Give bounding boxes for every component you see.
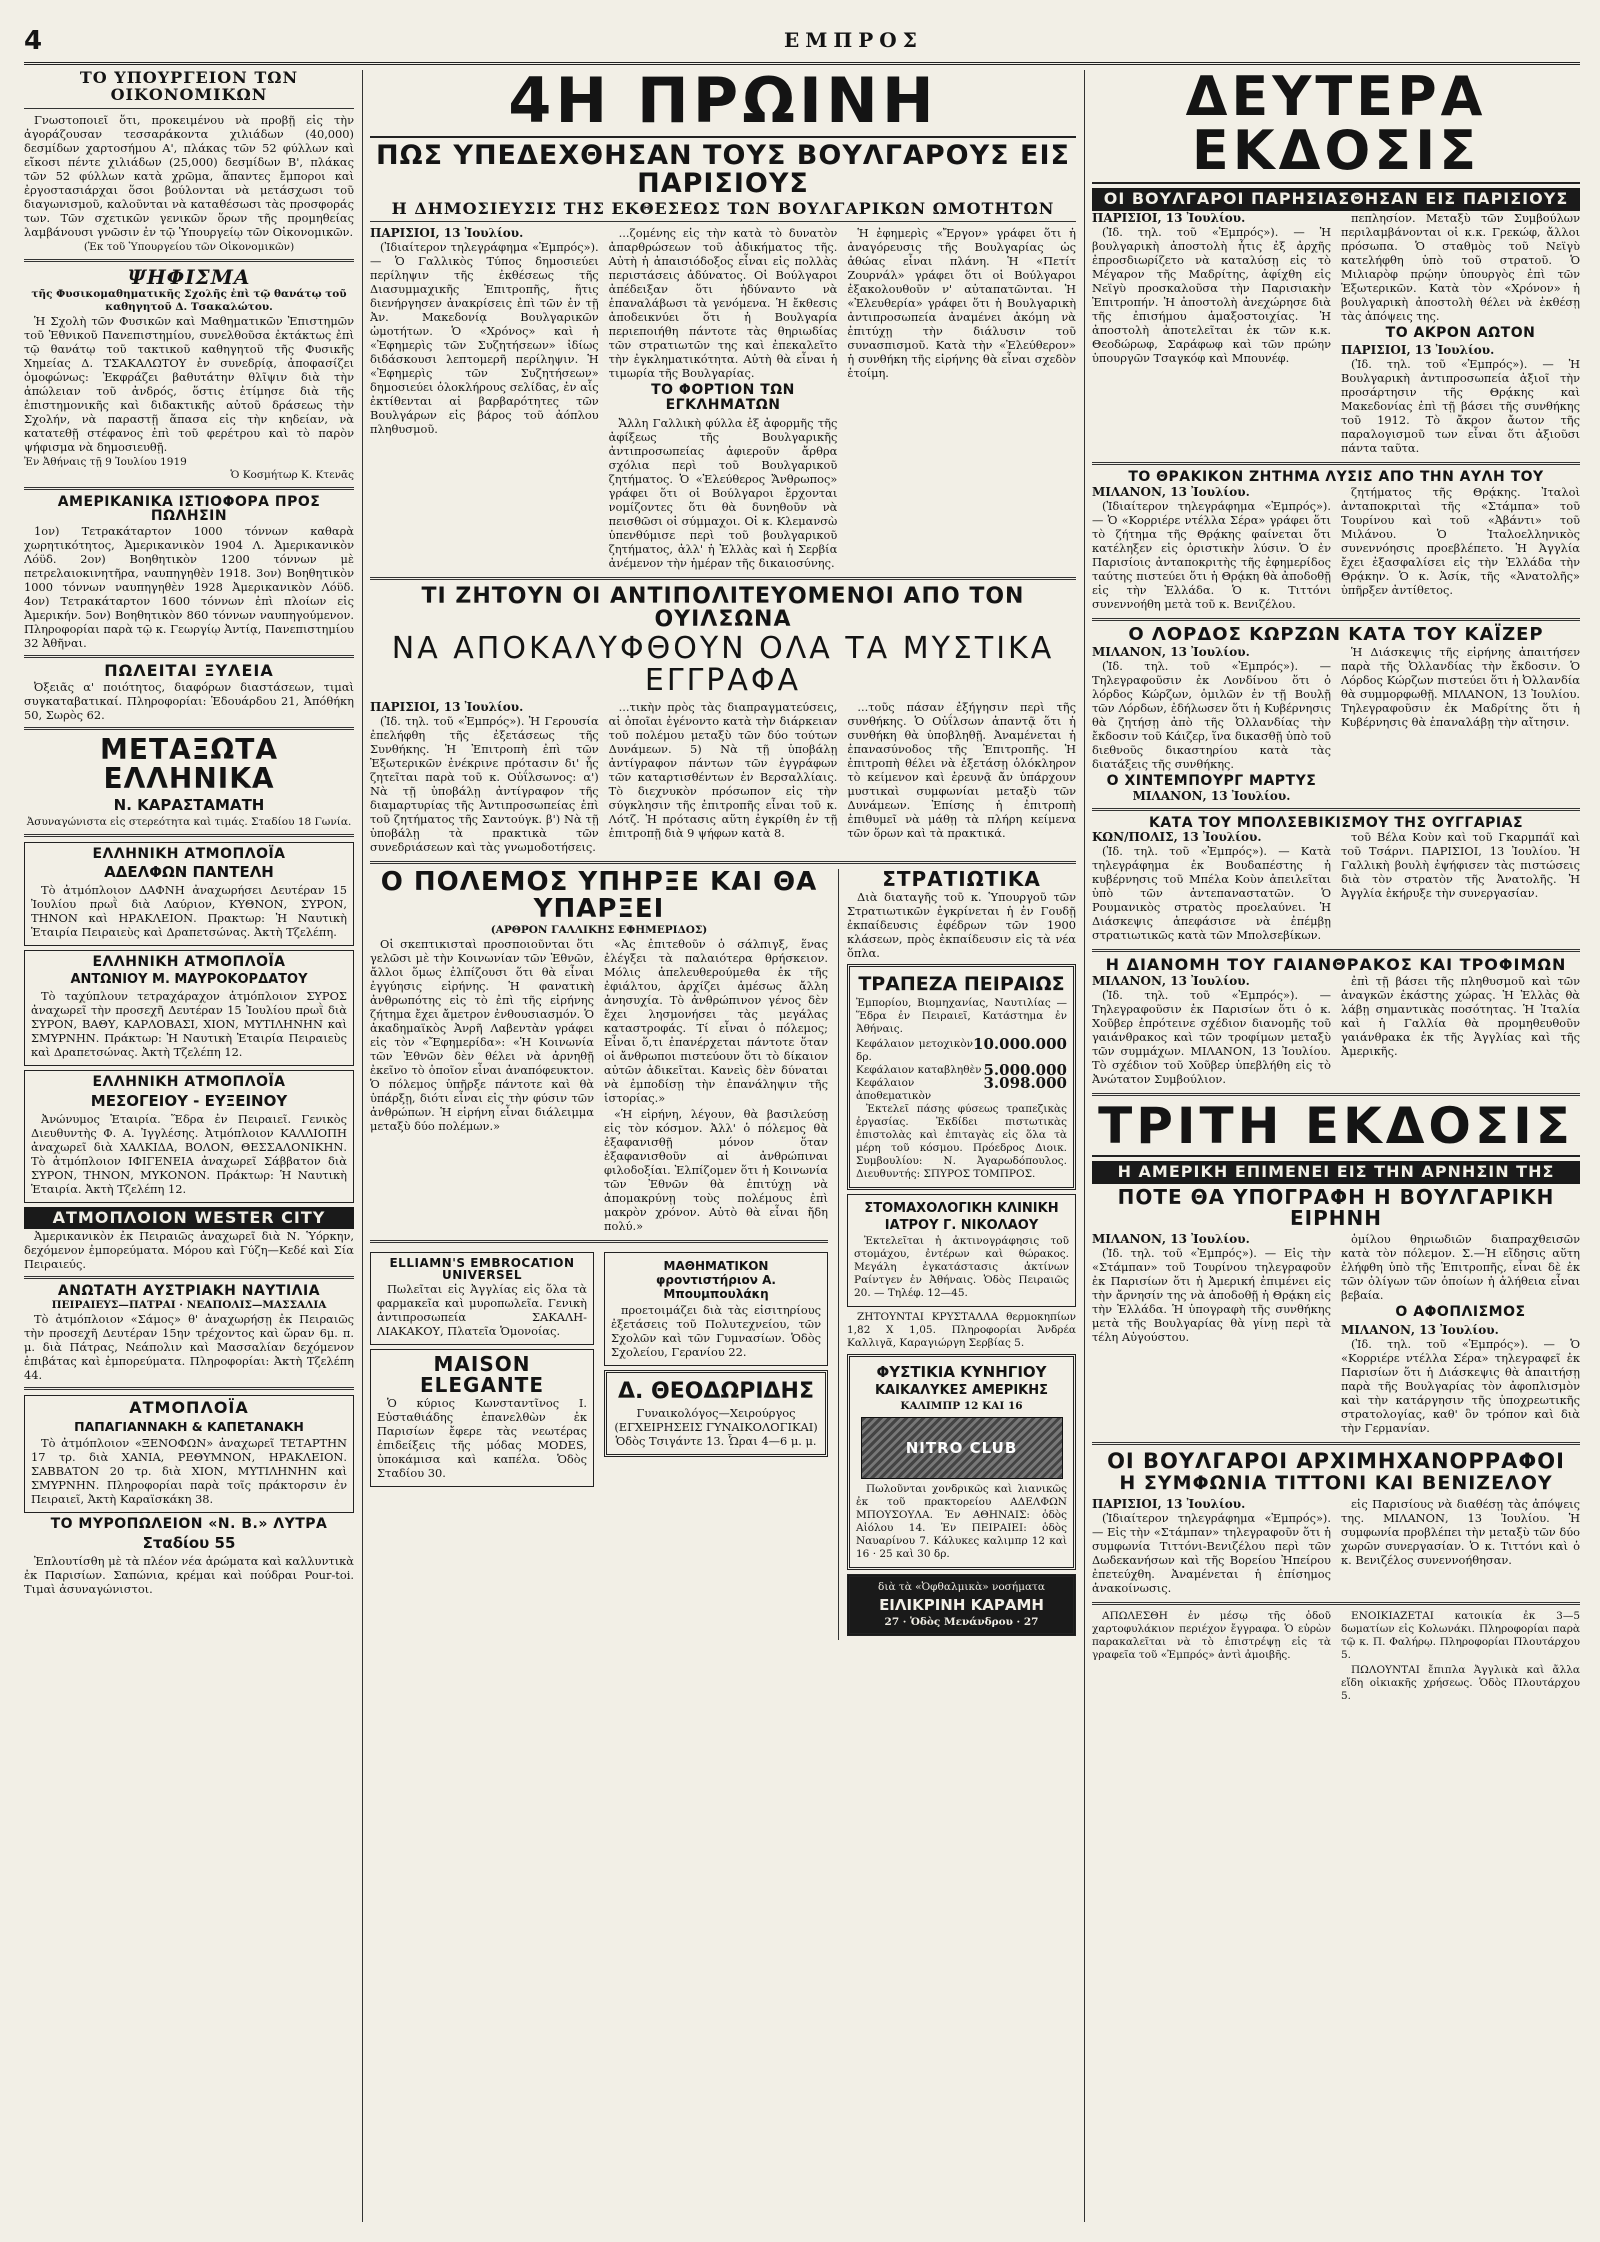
heading-ship1b: ΑΔΕΛΦΩΝ ΠΑΝΤΕΛΗ [104,863,274,882]
text-akron: (Ἰδ. τηλ. τοῦ «Ἐμπρός»). — Ἡ Βουλγαρικὴ ἀντιπροσωπεία ἀξιοῖ τὴν προσάρτησιν τῆς Θρᾴκης καὶ Μακεδονίας ἐπὶ τῇ βάσει τῆς συνθήκης τοῦ 1912. Τὸ ἄκρον ἄωτον τῆς παραλογισμοῦ των εἶναι ὅτι ἀξιοῦσι πάντα ταῦτα. [1341,357,1580,456]
text-bank2: Ἐκτελεῖ πάσης φύσεως τραπεζικὰς ἐργασίας. Ἐκδίδει πιστωτικὰς ἐπιστολὰς καὶ ἐπιταγὰς εἰς ὅλα τὰ μέρη τοῦ κόσμου. Πρόεδρος Διοικ. Συμβουλίου: Ν. Ἀγαρωδόπουλος. Διευθυντής: ΣΠΥΡΟΣ ΤΟΜΠΡΟΣ. [856,1103,1067,1181]
ad-elliman [370,1252,594,1345]
text-eye-addr: 27 · Ὁδὸς Μενάνδρου · 27 [884,1616,1039,1629]
newspaper-page [24,22,1580,2222]
text-myrrh: Ἐπλουτίσθη μὲ τὰ πλέον νέα ἀρώματα καὶ καλλυντικὰ ἐκ Παρισίων. Σαπώνια, κρέμαι καὶ πούδραι Pour-toi. Τιμαὶ ἀσυναγώνιστοι. [24,1553,354,1596]
label-nitro: NITRO CLUB [905,1439,1018,1458]
text-clinic: Ἐκτελεῖται ἡ ἀκτινογράφησις τοῦ στομάχου, ἐντέρων καὶ θώρακος. Μεγάλη ἐγκατάστασις ἀκτίνων Ραίντγεν ἐν Ἀθήναις. Ὁδὸς Πειραιῶς 20. — Τηλέφ. 12—45. [854,1235,1069,1300]
text-crystals: ΖΗΤΟΥΝΤΑΙ ΚΡΥΣΤΑΛΛΑ θερμοκηπίων 1,82 Χ 1,05. Πληροφορίαι Ἀνδρέα Καλλιγᾶ, Καραγιώργη Σερβίας 5. [847,1311,1076,1350]
text-wood: Ὀξειᾶς α' ποιότητος, διαφόρων διαστάσεων, τιμαὶ συγκαταβατικαί. Πληροφορίαι: Ἐδουάρδου 21, Ἀπόθήκη 50, Σωρὸς 62. [24,679,354,722]
story-war [370,869,828,1640]
heading-western: ΑΤΜΟΠΛΟΙΟΝ WESTER CITY [24,1207,354,1230]
heading-hindenburg: Ο ΧΙΝΤΕΜΠΟΥΡΓ ΜΑΡΤΥΣ [1106,773,1317,790]
story-wilson [370,700,1076,856]
column-rule [1084,70,1085,2222]
heading-silk: ΜΕΤΑΞΩΤΑ ΕΛΛΗΝΙΚΑ [99,732,279,796]
heading-ask2: ΝΑ ΑΠΟΚΑΛΥΦΘΟΥΝ ΟΛΑ ΤΑ ΜΥΣΤΙΚΑ ΕΓΓΡΑΦΑ [391,631,1055,698]
dateline-hungary: ΚΩΝ/ΠΟΛΙΣ, 13 Ἰουλίου. [1092,830,1262,845]
text-afop: (Ἰδ. τηλ. τοῦ «Ἐμπρός»). — Ὁ «Κορριέρε ντέλλα Σέρα» τηλεγραφεῖ ἐκ Παρισίων ὅτι ἡ Διάσκεψις θὰ ἀπαιτήσῃ παρὰ τῆς Βουλγαρίας τὸν ἀφοπλισμὸν καὶ τὴν κατάργησιν τῆς ὑποχρεωτικῆς στρατολογίας, καθ' ὃν τρόπον καὶ διὰ τὴν Γερμανίαν. [1341,1336,1580,1435]
heading-wheat: Η ΔΙΑΝΟΜΗ ΤΟΥ ΓΑΙΑΝΘΡΑΚΟΣ ΚΑΙ ΤΡΟΦΙΜΩΝ [1105,955,1567,975]
text-hungary2: τοῦ Βέλα Κοὺν καὶ τοῦ Γκαρμπάϊ καὶ τοῦ Τσάρνι. ΠΑΡΙΣΙΟΙ, 13 Ἰουλίου. Ἡ Γαλλικὴ βουλὴ ἐψήφισεν τὰς πιστώσεις διὰ τὸν στρατὸν τῆς Ἀνατολῆς. Ἡ Ἀγγλία ἐκήρυξε τὴν συνεργασίαν. [1341,830,1580,901]
text-war3: «Ἡ εἰρήνη, λέγουν, θὰ βασιλεύσῃ εἰς τὸν κόσμον. Ἀλλ' ὁ πόλεμος θὰ ἐξαφανισθῇ μόνον ὅταν ἐξαφανισθοῦν αἱ ἀνθρώπιναι φιλοδοξίαι. Ἐλπίζομεν ὅτι ἡ Κοινωνία τῶν Ἐθνῶν θὰ ἐπιτύχῃ νὰ ἀπομακρύνῃ τοὺς πολέμους ἐπὶ μακρὸν χρόνον. Αὐτὸ θὰ εἶναι ἤδη πολύ.» [604,1106,828,1233]
heading-ship2b: ΑΝΤΩΝΙΟΥ Μ. ΜΑΥΡΟΚΟΡΔΑΤΟΥ [70,971,308,987]
text-ship2: Τὸ ταχύπλουν τετραχάραχον ἀτμόπλοιον ΣΥΡΟΣ ἀναχωρεῖ τὴν προσεχῆ Δευτέραν 15 Ἰουλίου πρωῒ διὰ ΣΥΡΟΝ, ΒΑΘΥ, ΚΑΡΛΟΒΑΣΙ, ΧΙΟΝ, ΜΥΤΙΛΗΝΗΝ καὶ ΣΜΥΡΝΗΝ. Πράκτωρ: Ἡ Ναυτικὴ Ἑταιρία Πειραιεὺς καὶ Δραπετσώνας. Ἀκτὴ Τζελέπη 12. [31,988,347,1059]
bank-reserve: 3.098.000 [983,1074,1067,1093]
bank-capital-label: Κεφάλαιον μετοχικὸν δρ. [856,1038,974,1064]
bank-capital: 10.000.000 [973,1035,1067,1054]
dateline-bulg: ΠΑΡΙΣΙΟΙ, 13 Ἰουλίου. [1092,210,1246,225]
heading-america2: ΠΟΤΕ ΘΑ ΥΠΟΓΡΑΦΗ Η ΒΟΥΛΓΑΡΙΚΗ ΕΙΡΗΝΗ [1117,1185,1555,1231]
heading-cargo: ΤΟ ΦΟΡΤΙΟΝ ΤΩΝ ΕΓΚΛΗΜΑΤΩΝ [651,382,795,414]
ad-bank [847,964,1076,1190]
text-math: προετοιμάζει διὰ τὰς εἰσιτηρίους ἐξετάσεις τοῦ Πολυτεχνείου, τῶν Σχολῶν καὶ τῶν Γυμνασίων. Ὁδὸς Σχολείου, Γερανίου 22. [611,1302,821,1359]
banner-morning-edition: 4Η ΠΡΩΙΝΗ [370,70,1076,138]
column-left [24,70,354,2222]
dateline-tittoni: ΠΑΡΙΣΙΟΙ, 13 Ἰουλίου. [1092,1496,1246,1511]
heading-math: ΜΑΘΗΜΑΤΙΚΟΝ φροντιστήριον Α. Μπουμπουλάκη [656,1258,776,1301]
dateline-curzon: ΜΙΛΑΝΟΝ, 13 Ἰουλίου. [1092,645,1250,660]
text-curzon2: Ἡ Διάσκεψις τῆς εἰρήνης ἀπαιτήσεν παρὰ τῆς Ὀλλανδίας τὴν ἔκδοσιν. Ὁ Λόρδος Κώρζων πιστεύει ὅτι ἡ Ὀλλανδία θὰ συμμορφωθῇ. ΜΙΛΑΝΟΝ, 13 Ἰουλίου. Τηλεγραφοῦσιν ἐκ Μαδρίτης ὅτι ἡ Κυβέρνησις θὰ ἐπαναλάβῃ τὴν αἴτησιν. [1341,645,1580,730]
text-psifisma-sig: Ὁ Κοσμήτωρ Κ. Κτενᾶς [230,468,354,481]
text-seeds-cal: ΚΑΛΙΜΠΡ 12 ΚΑΙ 16 [900,1400,1023,1413]
text-tittoni: (Ἰδιαίτερον τηλεγράφημα «Ἐμπρός»). — Εἰς τὴν «Στάμπαν» τηλεγραφοῦν ὅτι ἡ συμφωνία Τιττόνι-Βενιζέλου περὶ τῶν Δωδεκανήσων καὶ τῆς Βορείου Ἠπείρου ἐπετεύχθη. Ἀναμένεται ἡ ἐπίσημος ἀνακοίνωσις. [1092,1510,1331,1595]
column-center [370,70,1076,2222]
text-bulg: (Ἰδ. τηλ. τοῦ «Ἐμπρός»). — Ἡ βουλγαρικὴ ἀποστολὴ ἦτις ἐξ ἀρχῆς ἐπροσδιωρίζετο νὰ καταλύσῃ εἰς τὸ Μέγαρον τῆς Μαδρίτης, ἀφίχθη εἰς Νεϊγὺ προσκαλοῦσα τὴν Παρισιακὴν Ἐπιτροπήν. Ἡ ἀποστολὴ ἀνεχώρησε διὰ τῆς ἐπισήμου ἀμαξοστοιχίας. Ἡ ἀποστολὴ ἀποτελεῖται ἐκ τῶν κ.κ. Θεοδώρωφ, Σαράφωφ καὶ τῶν πρώην ὑπουργῶν Τσαγκόφ καὶ Μπουνέφ. [1092,224,1331,365]
ad-math [604,1252,828,1366]
text-psifisma-date: Ἐν Ἀθήναις τῇ 9 Ἰουλίου 1919 [24,455,187,468]
text-doctor: Γυναικολόγος—Χειρούργος (ΕΓΧΕΙΡΗΣΕΙΣ ΓΥΝΑΙΚΟΛΟΓΙΚΑΙ) Ὁδὸς Τσιγάντε 13. Ὧραι 4—6 μ. μ. [614,1405,818,1448]
text-western: Ἀμερικανικὸν ἐκ Πειραιῶς ἀναχωρεῖ διὰ Ν. Ὑόρκην, δεχόμενον ἐμπορεύματα. Μόρου καὶ Γύζη—Κεδέ καὶ Σία Πειραιεύς. [24,1229,354,1272]
text-austro-route: ΠΕΙΡΑΙΕΥΣ—ΠΑΤΡΑΙ · ΝΕΑΠΟΛΙΣ—ΜΑΣΣΑΛΙΑ [51,1299,327,1312]
text-america2: ὁμίλου θηριωδιῶν διαπραχθεισῶν κατὰ τὸν πόλεμον. Σ.—Ἡ εἴδησις αὕτη ἐλήφθη ὑπὸ τῆς Ἐπιτροπῆς, εἶναι δὲ ἐκ τῶν ὀλίγων τῶν ὁποίων ἡ ἀλήθεια εἶναι βεβαία. [1341,1232,1580,1303]
heading-main-sub: Η ΔΗΜΟΣΙΕΥΣΙΣ ΤΗΣ ΕΚΘΕΣΕΩΣ ΤΩΝ ΒΟΥΛΓΑΡΙΚΩΝ ΩΜΟΤΗΤΩΝ [391,198,1055,218]
banner-second-edition: ΔΕΥΤΕΡΑ ΕΚΔΟΣΙΣ [1092,70,1580,184]
ad-ship-mavrokordatos [24,950,354,1066]
banner-third-edition: ΤΡΙΤΗ ΕΚΔΟΣΙΣ [1092,1101,1580,1157]
column-rule [362,70,363,2222]
heading-clinic: ΣΤΟΜΑΧΟΛΟΓΙΚΗ ΚΛΙΝΙΚΗ [864,1201,1059,1217]
text-wheat: (Ἰδ. τηλ. τοῦ «Ἐμπρός»). — Τηλεγραφοῦσιν ἐκ Παρισίων ὅτι ὁ κ. Χοῦβερ ἐπρότεινε σχέδιον διανομῆς τοῦ γαιάνθρακος καὶ τῶν τροφίμων μεταξὺ τῶν συμμάχων. ΜΙΛΑΝΟΝ, 13 Ἰουλίου. Τὸ σχέδιον τοῦ Χοῦβερ ὑπεβλήθη εἰς τὸ Ἀνώτατον Συμβούλιον. [1092,988,1331,1087]
dateline-hindenburg: ΜΙΛΑΝΟΝ, 13 Ἰουλίου. [1132,788,1291,803]
text-eye-title: διὰ τὰ «Ὀφθαλμικὰ» νοσήματα [878,1581,1045,1594]
dateline-wheat: ΜΙΛΑΝΟΝ, 13 Ἰουλίου. [1092,974,1250,989]
dateline-america: ΜΙΛΑΝΟΝ, 13 Ἰουλίου. [1092,1232,1250,1247]
text-lost: ΑΠΩΛΕΣΘΗ ἐν μέσῳ τῆς ὁδοῦ χαρτοφυλάκιον περιέχον ἔγγραφα. Ὁ εὑρὼν παρακαλεῖται νὰ τὸ ἐπιστρέψῃ εἰς τὰ γραφεῖα τοῦ «Ἐμπρός» ἀντὶ ἀμοιβῆς. [1092,1609,1331,1661]
heading-austro: ΑΝΩΤΑΤΗ ΑΥΣΤΡΙΑΚΗ ΝΑΥΤΙΛΙΑ [57,1283,321,1300]
main-story [370,226,1076,571]
text-economy: Γνωστοποιεῖ ὅτι, προκειμένου νὰ προβῇ εἰς τὴν ἀγοράζουσαν τεσσαράκοντα χιλιάδων (40,000) δεσμίδων χαρτοσήμου Α', πλάκας τῶν 52 φύλλων καὶ εἴκοσι πέντε χιλιάδων (25,000) δεσμίδων Β', πλάκας τῶν 52 φύλλων κατὰ χρῶμα, ἅπαντες ἔμποροι καὶ ἐργοστασιάρχαι ὅσοι βούλονται νὰ μετάσχωσι τοῦ διαγωνισμοῦ, καλοῦνται νὰ καταθέσωσι τὰς προσφοράς των. Τῶν σχετικῶν γενικῶν ὅρων τῆς προμηθείας λαμβάνουσι γνῶσιν ἐν τῷ Ὑπουργείῳ τῶν Οἰκονομικῶν. [24,112,354,239]
column-right [1092,70,1580,2222]
heading-bulgarians-paris: ΟΙ ΒΟΥΛΓΑΡΟΙ ΠΑΡΗΣΙΑΣΘΗΣΑΝ ΕΙΣ ΠΑΡΙΣΙΟΥΣ [1092,188,1580,211]
ad-doctor [604,1370,828,1457]
text-psifisma: Ἡ Σχολὴ τῶν Φυσικῶν καὶ Μαθηματικῶν Ἐπιστημῶν τοῦ Ἐθνικοῦ Πανεπιστημίου, συνελθοῦσα ἐκτάκτως ἐπὶ τῷ θανάτῳ τοῦ τακτικοῦ καθηγητοῦ τῆς Φυσικῆς Χημείας Δ. ΤΣΑΚΑΛΩΤΟΥ ἐν συνεδρίᾳ, ἀποφασίζει ὁμοφώνως: Ἐκφράζει βαθυτάτην θλῖψιν διὰ τὴν ἀπώλειαν τοῦ ἀνδρός, ὅστις ἐτίμησε διὰ τῆς ἐπιστημονικῆς καὶ διδακτικῆς αὐτοῦ δράσεως τὴν Σχολήν, νὰ παραστῇ ἅπασα εἰς τὴν κηδείαν, νὰ κατατεθῇ στέφανος ἐπὶ τοῦ φερέτρου καὶ τὸ παρὸν ψήφισμα νὰ δημοσιευθῇ. [24,313,354,454]
heading-america: Η ΑΜΕΡΙΚΗ ΕΠΙΜΕΝΕΙ ΕΙΣ ΤΗΝ ΑΡΝΗΣΙΝ ΤΗΣ [1092,1161,1580,1184]
heading-hungary: ΚΑΤΑ ΤΟΥ ΜΠΟΛΣΕΒΙΚΙΣΜΟΥ ΤΗΣ ΟΥΓΓΑΡΙΑΣ [1148,814,1524,831]
ad-ship-papagiannaki [24,1395,354,1513]
heading-thrace: ΤΟ ΘΡΑΚΙΚΟΝ ΖΗΤΗΜΑ ΛΥΣΙΣ ΑΠΟ ΤΗΝ ΑΥΛΗ ΤΟΥ [1128,469,1544,486]
text-thrace2: ζητήματος τῆς Θρᾴκης. Ἰταλοὶ ἀνταποκριταὶ τῆς «Στάμπα» τοῦ Τουρίνου καὶ τοῦ «Ἀβάντι» τοῦ Μιλάνου. Ὁ Ἰταλοελληνικὸς συνεννόησις προεβλέπετο. Ἡ Ἀγγλία ἔχει ἐξασφαλίσει εἰς τὴν Ἑλλάδα τὴν Θρᾴκην. Ὁ κ. Ἀσίκ, τῆς «Ἀνατολῆς» ὑπῆρξεν ἀντίθετος. [1341,485,1580,598]
text-thrace: (Ἰδιαίτερον τηλεγράφημα «Ἐμπρός»). — Ὁ «Κορριέρε ντέλλα Σέρα» γράφει ὅτι τὸ ζήτημα τῆς Θρᾴκης φαίνεται ὅτι κατέληξεν εἰς ὁριστικὴν λύσιν. Ὁ ἐν Παρισίοις ἀνταποκριτὴς τῆς ἐφημερίδος ταύτης πιστεύει ὅτι ἡ Θρᾴκη θὰ ἀποδοθῇ εἰς τὴν Ἑλλάδα. Ὁ κ. Τιττόνι συνεννοήθη μετὰ τοῦ κ. Βενιζέλου. [1092,499,1331,612]
text-ask2: ...τικὴν πρὸς τὰς διαπραγματεύσεις, αἱ ὁποῖαι ἐγένοντο κατὰ τὴν διάρκειαν τοῦ πολέμου μεταξὺ τῶν δύο τούτων Δυνάμεων. 5) Νὰ τῇ ὑποβάλῃ ἀντίγραφον πάντων τῶν ἐγγράφων τῶν καταρτισθέντων ἐν Βερσαλλίαις. Τὸ διεχνυκὸν πρόσωπον εἰς τὴν σύγκλησιν τῆς ἐπιτροπῆς εἶναι τοῦ κ. Λότζ. Ἡ πρότασις αὕτη ἐγκρίθη ἐν τῇ ἐπιτροπῇ διὰ 9 ψήφων κατὰ 8. [608,700,838,841]
ad-seeds [847,1354,1076,1570]
heading-ship4: ΑΤΜΟΠΛΟΪΑ [129,1398,249,1418]
dateline-main1: ΠΑΡΙΣΙΟΙ, 13 Ἰουλίου. [370,226,524,241]
heading-main: ΠΩΣ ΥΠΕΔΕΧΘΗΣΑΝ ΤΟΥΣ ΒΟΥΛΓΑΡΟΥΣ ΕΙΣ ΠΑΡΙΣΙΟΥΣ [376,140,1070,200]
text-main2: ...ζομένης εἰς τὴν κατὰ τὸ δυνατὸν ἀπαρθρώσεων τοῦ ἀδικήματος τῆς. Αὐτὴ ἡ ἀπαισιόδοξος εἶναι εἰς πολλὰς περιστάσεις ἀδύνατος. Οἱ Βούλγαροι ἀπέδειξαν ὅτι ἠδύναντο νὰ ἐπαναλάβωσι τὰ γενόμενα. Ἡ ἔκθεσις ἀποδεικνύει ὅτι ἡ Βουλγαρία περιεποιήθη πάντοτε τὰς θηριωδίας τῶν στρατιωτῶν της καὶ ἐπεκαλεῖτο τὴν ἐγκληματικότητα. Αὐτὴ θὰ εἶναι ἡ τιμωρία τῆς Βουλγαρίας. [608,226,838,381]
ad-ship-pantelis [24,842,354,947]
heading-ship4b: ΠΑΠΑΓΙΑΝΝΑΚΗ & ΚΑΠΕΤΑΝΑΚΗ [74,1418,304,1434]
text-curzon: (Ἰδ. τηλ. τοῦ «Ἐμπρός»). — Τηλεγραφοῦσιν ἐκ Λονδίνου ὅτι ὁ λόρδος Κώρζων, ὁμιλῶν ἐν τῇ Βουλῇ τῶν Λόρδων, ἐδήλωσεν ὅτι ἡ Κυβέρνησις θὰ ζητήσῃ ἀπὸ τῆς Ὀλλανδίας τὴν ἔκδοσιν τοῦ Κάιζερ, ἵνα δικασθῇ ὑπὸ τοῦ διεθνοῦς δικαστηρίου κατὰ τὰς διατάξεις τῆς συνθήκης. [1092,659,1332,772]
text-bulg2: πεπλησίον. Μεταξὺ τῶν Συμβούλων περιλαμβάνονται οἱ κ.κ. Γρεκώφ, ἄλλοι πρόσωπα. Ὁ σταθμὸς τοῦ Νεϊγὺ κατελήφθη ὑπὸ τοῦ στρατοῦ. Ὁ Μιλιαρὸφ πρῴην ὑπουργὸς ἐπὶ τῶν Ἐξωτερικῶν. Κατὰ τὸν «Χρόνον» ἡ βουλγαρικὴ ἀποστολὴ θέλει νὰ ἐκθέσῃ τὰς ἀπόψεις της. [1341,210,1580,323]
heading-ships: ΑΜΕΡΙΚΑΝΙΚΑ ΙΣΤΙΟΦΟΡΑ ΠΡΟΣ ΠΩΛΗΣΙΝ [57,493,321,525]
heading-ship2: ΕΛΛΗΝΙΚΗ ΑΤΜΟΠΛΟΪΑ [92,954,286,971]
heading-tittoni: Η ΣΥΜΦΩΝΙΑ ΤΙΤΤΟΝΙ ΚΑΙ ΒΕΝΙΖΕΛΟΥ [1119,1471,1553,1494]
text-ask3: ...τοῦς πάσαν ἐξήγησιν περὶ τῆς συνθήκης. Ὁ Οὐΐλσων ἀπαντᾷ ὅτι ἡ συνθήκη θὰ ὑποβληθῇ. Ἀναμένεται ἡ ἐπανασύνοδος τῆς Ἐπιτροπῆς. Ἡ ἐπιτροπὴ θέλει νὰ ἐξετάσῃ ὁλόκληρον τὸ κείμενον καὶ ἐρευνᾷ ἄν ὑπάρχουν μυστικαὶ συμφωνίαι μεταξὺ τῶν Δυνάμεων. Ἐπίσης ἡ ἐπιτροπὴ ἐπιθυμεῖ νὰ μάθῃ τὰ πλήρη κείμενα τῶν ὅρων καὶ τὰ πρακτικά. [847,700,1076,841]
dateline-afop: ΜΙΛΑΝΟΝ, 13 Ἰουλίου. [1341,1322,1499,1337]
text-myrrh-addr: Σταδίου 55 [142,1533,236,1552]
text-austro: Τὸ ἀτμόπλοιον «Σάμος» θ' ἀναχωρήσῃ ἐκ Πειραιῶς τὴν προσεχῆ Δευτέραν 15ην τρέχοντος καὶ ὥραν 6μ. π. μ. διὰ Πάτρας, Νεάπολιν καὶ Μασσαλίαν δεχόμενον ἐπιβάτας καὶ ἐμπορεύματα. Πληροφορίαι: Ἀκτὴ Τζελέπη 44. [24,1312,354,1383]
text-psifisma-intro: τῆς Φυσικομαθηματικῆς Σχολῆς ἐπὶ τῷ θανάτῳ τοῦ καθηγητοῦ Δ. Τσακαλώτου. [31,287,347,313]
text-ask1: (Ἰδ. τηλ. τοῦ «Ἐμπρός»). Ἡ Γερουσία ἐπελήφθη τῆς ἐξετάσεως τῆς Συνθήκης. Ἡ Ἐπιτροπὴ ἐπὶ τῶν Ἐξωτερικῶν ἐνέκρινε πρότασιν δι' ἧς ζητεῖται παρὰ τοῦ κ. Οὐΐλσωνος: α') Νὰ τῇ ὑποβάλῃ ἀντίγραφον τῆς διαμαρτυρίας τῆς Ἀντιπροσωπείας ἐπὶ τοῦ ζητήματος τῆς Σαντούγκ. β') Νὰ τῇ ὑποβάλῃ τὰ πρακτικὰ τῶν συνεδριάσεων καὶ τὰς γνωμοδοτήσεις. [370,714,599,855]
heading-maison: MAISON ELEGANTE [419,1351,544,1397]
heading-ship3b: ΜΕΣΟΓΕΙΟΥ - ΕΥΞΕΙΝΟΥ [90,1091,288,1110]
dateline-akron: ΠΑΡΙΣΙΟΙ, 13 Ἰουλίου. [1341,343,1495,358]
lower-center [370,869,1076,1640]
bank-paid: 5.000.000 [983,1061,1067,1080]
heading-doctor: Δ. ΘΕΟΔΩΡΙΔΗΣ [618,1378,814,1404]
dateline-ask: ΠΑΡΙΣΙΟΙ, 13 Ἰουλίου. [370,700,524,715]
heading-ship1: ΕΛΛΗΝΙΚΗ ΑΤΜΟΠΛΟΪΑ [92,845,286,862]
heading-economy: ΤΟ ΥΠΟΥΡΓΕΙΟΝ ΤΩΝ ΟΙΚΟΝΟΜΙΚΩΝ [79,70,299,104]
paper-name: ΕΜΠΡΟΣ [784,28,923,52]
dateline-thrace: ΜΙΛΑΝΟΝ, 13 Ἰουλίου. [1092,485,1250,500]
heading-clinic2: ΙΑΤΡΟΥ Γ. ΝΙΚΟΛΑΟΥ [884,1218,1039,1234]
heading-archi: ΟΙ ΒΟΥΛΓΑΡΟΙ ΑΡΧΙΜΗΧΑΝΟΡΡΑΦΟΙ [1107,1448,1565,1473]
heading-curzon: Ο ΛΟΡΔΟΣ ΚΩΡΖΩΝ ΚΑΤΑ ΤΟΥ ΚΑΪΖΕΡ [1128,624,1544,646]
text-main1: (Ἰδιαίτερον τηλεγράφημα «Ἐμπρός»). — Ὁ Γαλλικὸς Τύπος δημοσιεύει περίληψιν τῆς ἐκθέσεως τῆς Διασυμμαχικῆς Ἐπιτροπῆς, ἥτις διενήργησεν ἀνακρίσεις ἐπὶ τῶν ἐν τῇ Ἀν. Μακεδονίᾳ Βουλγαρικῶν ὠμοτήτων. Ὁ «Χρόνος» καὶ ἡ «Ἐφημερὶς τῶν Συζητήσεων» ἰδίως διδάσκουσι λεπτομερῆ περίληψιν. Ἡ «Ἐφημερὶς τῶν Συζητήσεων» δημοσιεύει ὁλοκλήρους σελίδας, ἐν αἷς ἐκτίθενται αἱ βαρβαρότητες τῶν Βουλγάρων εἰς βάρος τοῦ ἀόπλου πληθυσμοῦ. [370,240,599,437]
heading-wood: ΠΩΛΕΙΤΑΙ ΞΥΛΕΙΑ [104,660,274,680]
text-maison: Ὁ κύριος Κωνσταντῖνος Ι. Εὐσταθιάδης ἐπανελθὼν ἐκ Παρισίων ἔφερε τὰς νεωτέρας ἐπιδείξεις τῆς μόδας MODES, ὑποκάμισα καὶ καπέλα. Ὁδὸς Σταδίου 30. [377,1395,587,1480]
cartridge-box-illustration [861,1417,1063,1479]
text-war1: Οἱ σκεπτικισταὶ προσποιοῦνται ὅτι γελῶσι μὲ τὴν Κοινωνίαν τῶν Ἐθνῶν, ἄλλοι ὅμως ἐλπίζουσι ὅτι θὰ εἶναι ἐγγύησις εἰρήνης. Ἡ φανατικὴ ἀνθρωπότης εἰς τὸ ἐπὶ τῆς εἰρήνης ζήτημα ἔχει ἄμετρον ἐνθουσιασμόν. Ὁ ἀκαδημαϊκὸς Ἀνρῆ Λαβεντὰν γράφει εἰς τὸν «Ἔφημερίδα»: «Ἡ Κοινωνία τῶν Ἐθνῶν δὲν θέλει νὰ ἀρνηθῇ ἐκεῖνο τὸ ὁποῖον εἶναι ἀναπόφευκτον. Ὁ πόλεμος ὑπῆρξε πάντοτε καὶ θὰ ὑπάρξῃ, διότι εἶναι εἰς τὴν φύσιν τῶν ἀνθρώπων. Ἡ εἰρήνη εἶναι διάλειμμα μεταξὺ δύο πολέμων.» [370,936,594,1133]
heading-war-sub: (ΑΡΘΡΟΝ ΓΑΛΛΙΚΗΣ ΕΦΗΜΕΡΙΔΟΣ) [490,923,708,936]
bank-reserve-label: Κεφάλαιον ἀποθεματικὸν [856,1077,932,1103]
heading-ask1: ΤΙ ΖΗΤΟΥΝ ΟΙ ΑΝΤΙΠΟΛΙΤΕΥΟΜΕΝΟΙ ΑΠΟ ΤΟΝ ΟΥΙΛΣΩΝΑ [421,583,1025,632]
text-ship1: Τὸ ἀτμόπλοιον ΔΑΦΝΗ ἀναχωρήσει Δευτέραν 15 Ἰουλίου πρωῒ διὰ Λαύριον, ΚΥΘΝΟΝ, ΣΥΡΟΝ, ΤΗΝΟΝ καὶ ΗΡΑΚΛΕΙΟΝ. Πρακτωρ: Ἡ Ναυτικὴ Ἑταιρία Πειραιεὺς καὶ Δραπετσώνας. Ἀκτὴ Τζελέπη. [31,883,347,940]
heading-bank: ΤΡΑΠΕΖΑ ΠΕΙΡΑΙΩΣ [858,973,1065,996]
text-seeds: Πωλοῦνται χονδρικῶς καὶ λιανικῶς ἐκ τοῦ πρακτορείου ΑΔΕΛΦΩΝ ΜΠΟΥΣΟΥΛΑ. Ἐν ΑΘΗΝΑΙΣ: ὁδὸς Αἰόλου 14. Ἐν ΠΕΙΡΑΙΕΙ: ὁδὸς Ναυαρίνου 7. Κάλυκες καλιμπρ 12 καὶ 16 · 25 καὶ 30 δρ. [856,1483,1067,1561]
text-ship4: Τὸ ἀτμόπλοιον «ΞΕΝΟΦΩΝ» ἀναχωρεῖ ΤΕΤΑΡΤΗΝ 17 τρ. διὰ ΧΑΝΙΑ, ΡΕΘΥΜΝΟΝ, ΗΡΑΚΛΕΙΟΝ. ΣΑΒΒΑΤΟΝ 20 τρ. διὰ ΧΙΟΝ, ΜΥΤΙΛΗΝΗΝ καὶ ΣΜΥΡΝΗΝ. Πληροφορίαι παρὰ τοῖς πράκτορσιν ἐν Πειραιεῖ, Ἀκτὴ Καραϊσκάκη 38. [31,1435,347,1506]
heading-seeds: ΦΥΣΤΙΚΙΑ ΚΥΝΗΓΙΟΥ [876,1363,1047,1382]
heading-war: Ο ΠΟΛΕΜΟΣ ΥΠΗΡΞΕ ΚΑΙ ΘΑ ΥΠΑΡΞΕΙ [380,867,818,925]
heading-akron: ΤΟ ΑΚΡΟΝ ΑΩΤΟΝ [1385,324,1536,341]
text-war2: «Ἀς ἐπιτεθοῦν ὁ σάλπιγξ, ἕνας ἐλέγξει τὰ παλαιότερα θρήσκειον. Μόλις ἀπελευθερούμεθα ἐκ τῆς ἐφιάλτου, ἀρχίζει ἀμέσως ἄλλη ἀνησυχία. Τὸ ἀνθρώπινον γένος δὲν ἔχει λησμονήσει τὰς μεγάλας καταστροφάς. Τί εἶναι ὁ πόλεμος; Εἶναι ὅ,τι ἐπανέρχεται πάντοτε ὅταν οἱ ἄνθρωποι πιστεύουν ὅτι τὸ δίκαιον αὐτῶν ἀδικεῖται. Κανεὶς δὲν δύναται νὰ ἐμποδίσῃ τὴν ἐπανάληψιν τῆς ἱστορίας.» [604,936,828,1105]
heading-afoplismos: Ο ΑΦΟΠΛΙΣΜΟΣ [1395,1304,1526,1321]
text-sell: ΠΩΛΟΥΝΤΑΙ ἔπιπλα Ἀγγλικὰ καὶ ἄλλα εἴδη οἰκιακῆς χρήσεως. Ὁδὸς Πλουτάρχου 5. [1341,1663,1580,1702]
ad-maison [370,1349,594,1487]
text-cargo: Ἄλλη Γαλλικὴ φύλλα ἐξ ἀφορμῆς τῆς ἀφίξεως τῆς Βουλγαρικῆς ἀντιπροσωπείας ἀφιεροῦν ἄρθρα σχόλια περὶ τοῦ Βουλγαρικοῦ ζητήματος. Ὁ «Ἐλεύθερος Ἄνθρωπος» γράφει ὅτι οἱ Βούλγαροι ἔρχονται νομίζοντες ὅτι θὰ δυνηθοῦν νὰ πεισθῶσι οἱ σύμμαχοι. Οἱ κ. Κλεμανσὼ ὑπενθύμισε περὶ τοῦ βουλγαρικοῦ ζητήματος, ἀλλ' ἡ Ἑλλὰς καὶ ἡ Σερβία ἀνέμενον τὴν ἡμέραν τῆς δικαιοσύνης. [608,415,838,570]
text-tittoni2: εἰς Παρισίους νὰ διαθέσῃ τὰς ἀπόψεις της. ΜΙΛΑΝΟΝ, 13 Ἰουλίου. Ἡ συμφωνία προβλέπει τὴν μεταξὺ τῶν δύο χωρῶν συνεργασίαν. Ὁ κ. Τιττόνι καὶ ὁ κ. Βενιζέλος συνεννοήθησαν. [1341,1496,1580,1567]
ad-clinic [847,1194,1076,1307]
center-ads-column [838,869,1076,1640]
text-ships: 1ον) Τετρακάταρτον 1000 τόννων καθαρὰ χωρητικότητος, Ἀμερικανικὸν 1904 Λ. Ἀμερικανικὸν Λόϋδ. 2ον) Βοηθητικὸν 1200 τόννων μὲ πετρελαιοκινητῆρα, ναυπηγηθὲν 1918. 3ον) Βοηθητικὸν 1000 τόννων ναυπηγηθὲν 1928 Ἀμερικανικὸν Λόϋδ. 4ον) Τετρακάταρτον 1600 τόννων ἐπὶ πλοίων εἰς Ἀμερικήν. 5ον) Βοηθητικὸν 860 τόννων ναυπηγούμενον. Πληροφορίαι παρὰ τῷ κ. Γεωργίῳ Ἀντίᾳ, Πανεπιστημίου 32 Ἀθῆναι. [24,523,354,650]
text-hungary: (Ἰδ. τηλ. τοῦ «Ἐμπρός»). — Κατὰ τηλεγράφημα ἐκ Βουδαπέστης ἡ κυβέρνησις τοῦ Μπέλα Κοὺν ἀπειλεῖται ὑπὸ τῶν ἀντεπαναστατῶν. Ὁ Ρουμανικὸς στρατὸς προελαύνει. Ἡ Διάσκεψις ἀπεφάσισε νὰ ἐπέμβῃ στρατιωτικῶς κατὰ τῶν Μπολσεβίκων. [1092,844,1331,943]
text-main3: Ἡ ἐφημερὶς «Ἔργον» γράφει ὅτι ἡ ἀναγόρευσις τῆς Βουλγαρίας ὡς ἀθώας εἶναι πλάνη. Ἡ «Πετίτ Ζουρνάλ» γράφει ὅτι οἱ Βούλγαροι ἐξακολουθοῦν ν' αὐταπατῶνται. Ἡ «Ἐλευθερία» γράφει ὅτι ἡ Βουλγαρικὴ ἀντιπροσωπεία ἀναμένει ἀκόμη νὰ ἐπιτύχῃ τὴν διάλυσιν τοῦ συνασπισμοῦ. Κατὰ τὴν «Ἐλεύθερον» ἡ συνθήκη τῆς εἰρήνης θὰ εἶναι σχεδὸν ἑτοίμη. [847,226,1076,381]
masthead [24,22,1580,65]
text-ship3: Ἀνώνυμος Ἑταιρία. Ἕδρα ἐν Πειραιεῖ. Γενικὸς Διευθυντὴς Φ. Α. Ἰγγλέσης. Ἀτμόπλοιον ΚΑΛΛΙΟΠΗ ἀναχωρεῖ διὰ ΧΑΛΚΙΔΑ, ΒΟΛΟΝ, ΘΕΣΣΑΛΟΝΙΚΗΝ. Τὸ ἀτμόπλοιον ΙΦΙΓΕΝΕΙΑ ἀναχωρεῖ Σάββατον διὰ ΣΥΡΟΝ, ΤΗΝΟΝ, ΜΥΚΟΝΟΝ. Πράκτωρ: Ἡ Ναυτικὴ Ἑταιρία. Ἀκτὴ Τζελέπη 12. [31,1111,347,1196]
text-silk: Ἀσυναγώνιστα εἰς στερεότητα καὶ τιμάς. Σταδίου 18 Γωνία. [26,815,352,828]
heading-military: ΣΤΡΑΤΙΩΤΙΚΑ [882,867,1041,892]
heading-elliman: ELLIAMN'S EMBROCATION UNIVERSEL [389,1255,575,1283]
heading-psifisma: ΨΗΦΙΣΜΑ [127,264,251,289]
page-number: 4 [24,26,43,56]
ad-eye-doctor [847,1574,1076,1636]
text-eye-name: ΕΙΛΙΚΡΙΝΗ ΚΑΡΑΜΗ [879,1596,1044,1615]
text-military: Διὰ διαταγῆς τοῦ κ. Ὑπουργοῦ τῶν Στρατιωτικῶν ἐγκρίνεται ἡ ἐν Γουδῇ ἐκπαίδευσις ἐφέδρων τῶν 1900 κλάσεων, πρὸς ἐκπαίδευσιν εἰς τὰ νέα ὅπλα. [847,890,1076,961]
heading-myrrh: ΤΟ ΜΥΡΟΠΩΛΕΙΟΝ «Ν. Β.» ΛΥΤΡΑ [50,1515,328,1532]
heading-seeds2: ΚΑΙΚΑΛΥΚΕΣ ΑΜΕΡΙΚΗΣ [874,1383,1049,1399]
heading-ship3: ΕΛΛΗΝΙΚΗ ΑΤΜΟΠΛΟΪΑ [92,1073,286,1090]
text-elliman: Πωλεῖται εἰς Ἀγγλίας εἰς ὅλα τὰ φαρμακεῖα καὶ μυροπωλεῖα. Γενικὴ ἀντιπροσωπεία ΣΑΚΑΛΗ-ΛΙΑΚΑΚΟΥ, Πλατεῖα Ὁμονοίας. [377,1281,587,1338]
text-bank1: Ἐμπορίου, Βιομηχανίας, Ναυτιλίας — Ἕδρα ἐν Πειραιεῖ, Κατάστημα ἐν Ἀθήναις. [856,997,1067,1036]
bank-paid-label: Κεφάλαιον καταβληθὲν [856,1064,982,1077]
text-economy-sig: (Ἐκ τοῦ Ὑπουργείου τῶν Οἰκονομικῶν) [83,240,295,253]
text-wheat2: ἐπὶ τῇ βάσει τῆς πληθυσμοῦ καὶ τῶν ἀναγκῶν ἑκάστης χώρας. Ἡ Ἑλλὰς θὰ λάβῃ σημαντικὰς ποσότητας. Ἡ Ἰταλία καὶ ἡ Γαλλία θὰ προμηθευθοῦν γαιάνθρακα ἐκ τῆς Ἀγγλίας καὶ τῆς Ἀμερικῆς. [1341,974,1580,1059]
ad-ship-mesogeiou [24,1070,354,1203]
text-rent: ΕΝΟΙΚΙΑΖΕΤΑΙ κατοικία ἐκ 3—5 δωματίων εἰς Κολωνάκι. Πληροφορίαι παρὰ τῷ κ. Π. Φαλήρῳ. Πληροφορίαι Πλουτάρχου 5. [1341,1609,1580,1661]
text-america: (Ἰδ. τηλ. τοῦ «Ἐμπρός»). — Εἰς τὴν «Στάμπαν» τοῦ Τουρίνου τηλεγραφοῦν ἐκ Παρισίων ὅτι ἡ Ἀμερική ἐπιμένει εἰς τὴν ἄρνησίν της νὰ ἀποδοθῇ ἡ Θρᾴκη εἰς τὴν Ἑλλάδα. Ἡ ὑπογραφὴ τῆς συνθήκης μετὰ τῆς Βουλγαρίας θὰ γίνῃ περὶ τὰ τέλη Αὐγούστου. [1092,1246,1331,1345]
text-silk-name: Ν. ΚΑΡΑΣΤΑΜΑΤΗ [113,795,265,814]
